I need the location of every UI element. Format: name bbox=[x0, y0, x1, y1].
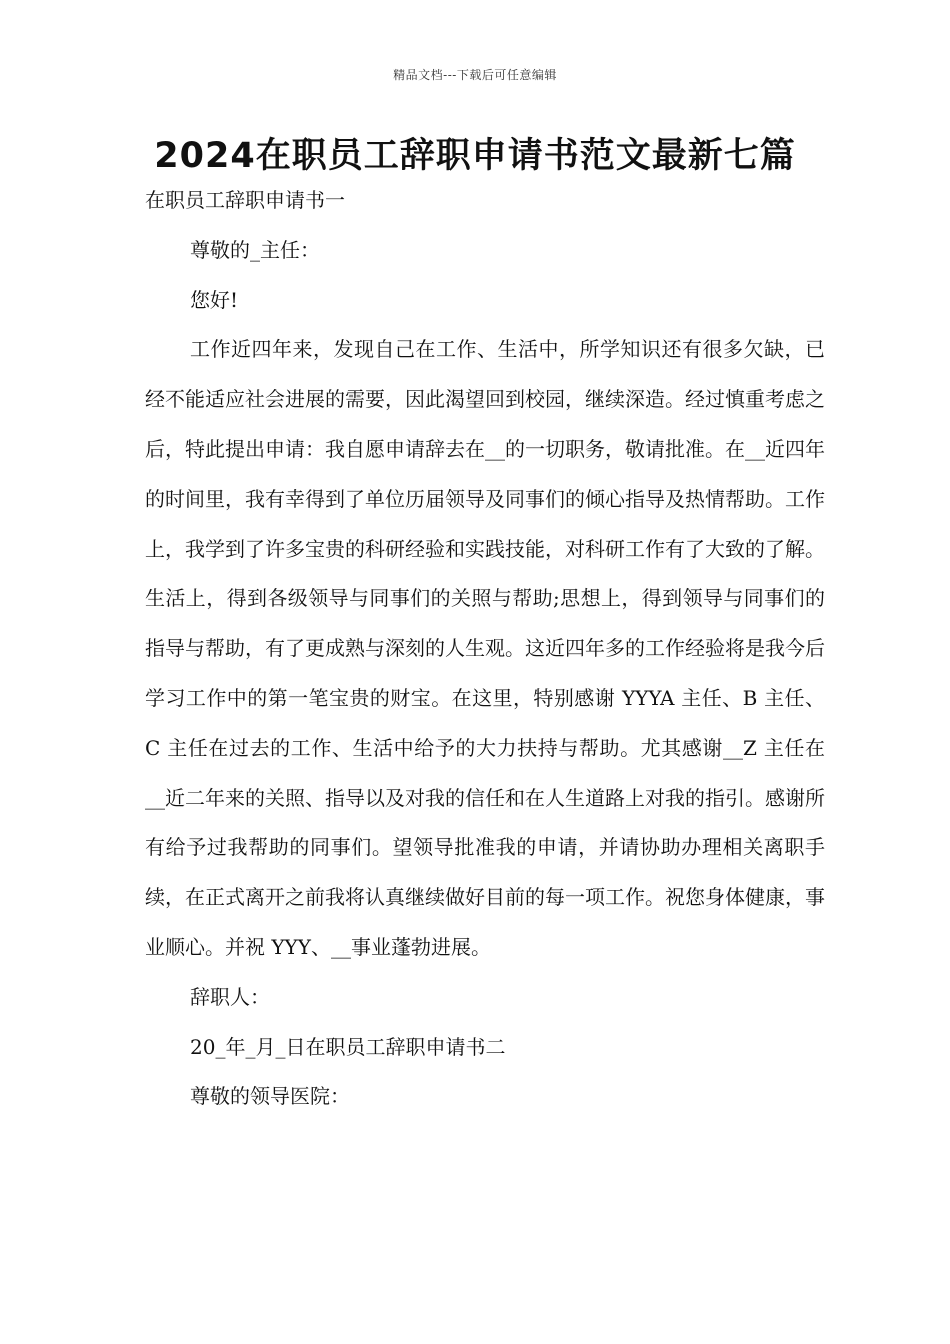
salutation: 尊敬的_主任： bbox=[190, 237, 320, 262]
document-title: 2024在职员工辞职申请书范文最新七篇 bbox=[154, 136, 796, 176]
date-line: 20_年_月_日在职员工辞职申请书二 bbox=[190, 1034, 506, 1059]
section-heading: 在职员工辞职申请书一 bbox=[145, 188, 345, 212]
salutation-second: 尊敬的领导医院： bbox=[190, 1084, 350, 1109]
greeting: 您好! bbox=[190, 287, 239, 312]
body-paragraph: 工作近四年来，发现自己在工作、生活中，所学知识还有很多欠缺，已经不能适应社会进展的需要，因此渴望回到校园，继续深造。经过慎重考虑之后，特此提出申请：我自愿申请辞去在__的一切职务，敬请批准。在__近四年的时间里，我有幸得到了单位历届领导及同事们的倾心指导及热情帮助。工作上，我学到了许多宝贵的科研经验和实践技能，对科研工作有了大致的了解。生活上，得到各级领导与同事们的关照与帮助;思想上，得到领导与同事们的指导与帮助，有了更成熟与深刻的人生观。这近四年多的工作经验将是我今后学习工作中的第一笔宝贵的财宝。在这里，特别感谢 YYYA 主任、B 主任、C 主任在过去的工作、生活中给予的大力扶持与帮助。尤其感谢__Z 主任在__近二年来的关照、指导以及对我的信任和在人生道路上对我的指引。感谢所有给予过我帮助的同事们。望领导批准我的申请，并请协助办理相关离职手续，在正式离开之前我将认真继续做好目前的每一项工作。祝您身体健康，事业顺心。并祝 YYY、__事业蓬勃进展。 bbox=[145, 337, 825, 959]
header-note: 精品文档---下载后可任意编辑 bbox=[393, 68, 557, 82]
signature-line: 辞职人： bbox=[190, 984, 270, 1009]
document-body bbox=[145, 176, 825, 1122]
